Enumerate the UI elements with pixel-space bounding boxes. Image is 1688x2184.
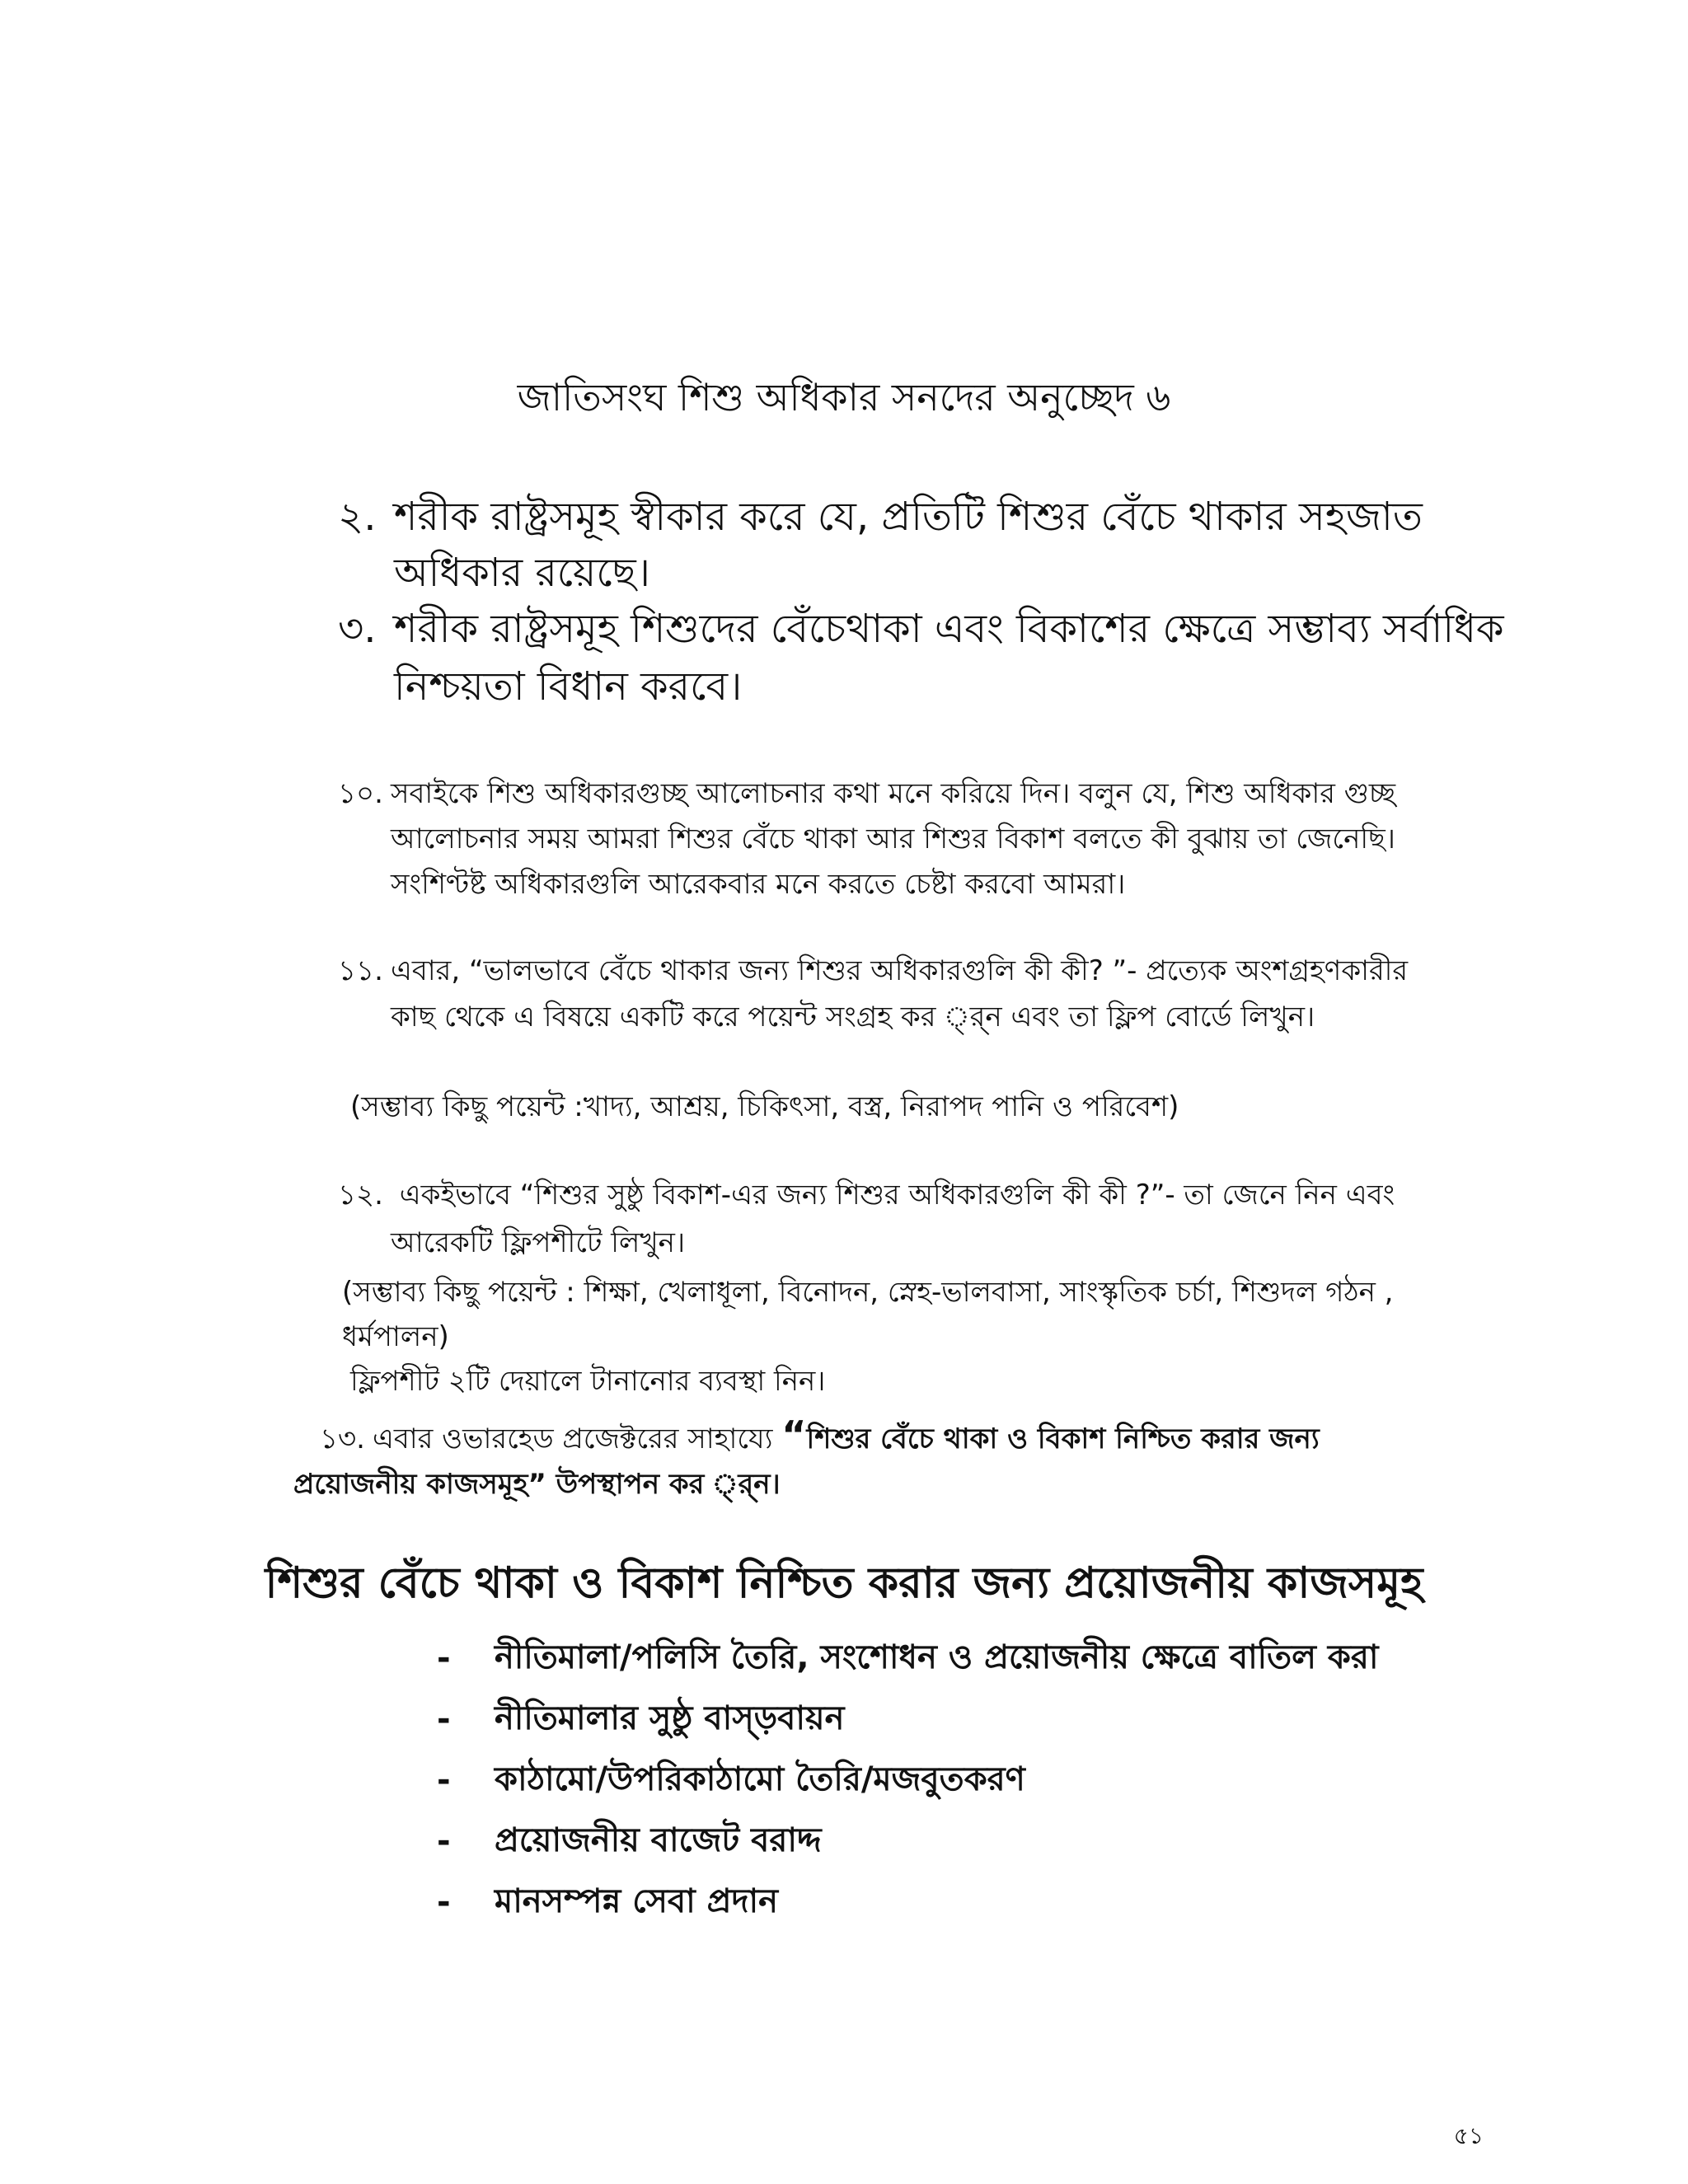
dash-bullet: - bbox=[437, 1761, 451, 1799]
step-number: ১৩. bbox=[320, 1422, 365, 1455]
article-item-3 bbox=[338, 597, 1504, 661]
dash-bullet: - bbox=[437, 1700, 451, 1738]
list-item bbox=[437, 1628, 1378, 1689]
article-item-2-continued: অধিকার রয়েছে। bbox=[394, 550, 650, 596]
task-text: প্রয়োজনীয় বাজেট বরাদ্দ bbox=[495, 1821, 822, 1859]
task-list bbox=[437, 1628, 1378, 1933]
article-item-text: শরীক রাষ্ট্রসমূহ স্বীকার করে যে, প্রতিটি শিশুর বেঁচে থাকার সহজাত bbox=[394, 494, 1423, 540]
article-item-number: ৩. bbox=[338, 606, 377, 652]
step-13 bbox=[320, 1412, 1320, 1462]
step-text: এবার ওভারহেড প্রজেক্টরের সাহায্যে bbox=[373, 1422, 782, 1455]
step-13-line-2: প্রয়োজনীয় কাজসমূহ” উপস্থাপন কর ্র্ন। bbox=[293, 1468, 781, 1501]
step-12 bbox=[338, 1172, 1395, 1218]
step-11-line-2: কাছ থেকে এ বিষয়ে একটি করে পয়েন্ট সংগ্রহ কর ্র্ন এবং তা ফ্লিপ বোর্ডে লিখুন। bbox=[391, 1001, 1315, 1033]
flipsheet-note: ফ্লিপশীট ২টি দেয়ালে টানানোর ব্যবস্থা নিন। bbox=[350, 1365, 826, 1398]
list-item bbox=[437, 1750, 1378, 1811]
step-10-line-3: সংশিণ্টষ্ট অধিকারগুলি আরেকবার মনে করতে চেষ্টা করবো আমরা। bbox=[391, 868, 1126, 901]
task-text: কাঠামো/উপরিকাঠামো তৈরি/মজবুতকরণ bbox=[495, 1760, 1025, 1798]
list-item bbox=[437, 1811, 1378, 1872]
page-number: ৫১ bbox=[1453, 2122, 1484, 2149]
article-title: জাতিসংঘ শিশু অধিকার সনদের অনুচ্ছেদ ৬ bbox=[517, 375, 1171, 419]
dash-bullet: - bbox=[437, 1822, 451, 1860]
article-item-text: শরীক রাষ্ট্রসমূহ শিশুদের বেঁচেথাকা এবং বিকাশের ক্ষেত্রে সম্ভাব্য সর্বাধিক bbox=[394, 606, 1504, 652]
quote-mark: “ bbox=[781, 1413, 807, 1457]
step-10-line-2: আলোচনার সময় আমরা শিশুর বেঁচে থাকা আর শিশুর বিকাশ বলতে কী বুঝায় তা জেনেছি। bbox=[391, 823, 1395, 855]
possible-points-2-continued: ধর্মপালন) bbox=[342, 1320, 449, 1353]
step-number: ১০. bbox=[338, 777, 383, 810]
step-number: ১১. bbox=[338, 954, 383, 987]
possible-points-2: (সম্ভাব্য কিছু পয়েন্ট : শিক্ষা, খেলাধূলা, বিনোদন, স্নেহ-ভালবাসা, সাংস্কৃতিক চর্চা, শিশুদল গঠন , bbox=[342, 1276, 1394, 1309]
step-11 bbox=[338, 948, 1408, 994]
step-text: সবাইকে শিশু অধিকারগুচ্ছ আলোচনার কথা মনে করিয়ে দিন। বলুন যে, শিশু অধিকার গুচ্ছ bbox=[391, 777, 1396, 810]
step-number: ১২. bbox=[338, 1179, 383, 1212]
task-text: মানসম্পন্ন সেবা প্রদান bbox=[495, 1882, 779, 1920]
dash-bullet: - bbox=[437, 1639, 451, 1677]
step-text: একইভাবে “শিশুর সুষ্ঠু বিকাশ-এর জন্য শিশুর অধিকারগুলি কী কী ?”- তা জেনে নিন এবং bbox=[391, 1179, 1395, 1212]
list-item bbox=[437, 1689, 1378, 1750]
step-13-bold-text: শিশুর বেঁচে থাকা ও বিকাশ নিশ্চিত করার জন্য bbox=[806, 1422, 1320, 1455]
step-12-line-2: আরেকটি ফ্লিপশীটে লিখুন। bbox=[391, 1226, 686, 1259]
step-10 bbox=[338, 771, 1395, 817]
list-item bbox=[437, 1872, 1378, 1933]
step-text: এবার, “ভালভাবে বেঁচে থাকার জন্য শিশুর অধিকারগুলি কী কী? ”- প্রত্যেক অংশগ্রহণকারীর bbox=[391, 954, 1409, 987]
possible-points-1: (সম্ভাব্য কিছু পয়েন্ট :খাদ্য, আশ্রয়, চিকিৎসা, বস্ত্র, নিরাপদ পানি ও পরিবেশ) bbox=[350, 1090, 1179, 1123]
article-item-3-continued: নিশ্চয়তা বিধান করবে। bbox=[394, 663, 743, 710]
task-text: নীতিমালার সুষ্ঠু বাস্ড়বায়ন bbox=[495, 1699, 845, 1737]
tasks-heading: শিশুর বেঁচে থাকা ও বিকাশ নিশ্চিত করার জন্য প্রয়োজনীয় কাজসমূহ bbox=[265, 1558, 1423, 1608]
task-text: নীতিমালা/পলিসি তৈরি, সংশোধন ও প্রয়োজনীয় ক্ষেত্রে বাতিল করা bbox=[495, 1638, 1379, 1676]
dash-bullet: - bbox=[437, 1883, 451, 1921]
article-item-number: ২. bbox=[338, 494, 377, 540]
article-item-2 bbox=[338, 485, 1423, 549]
